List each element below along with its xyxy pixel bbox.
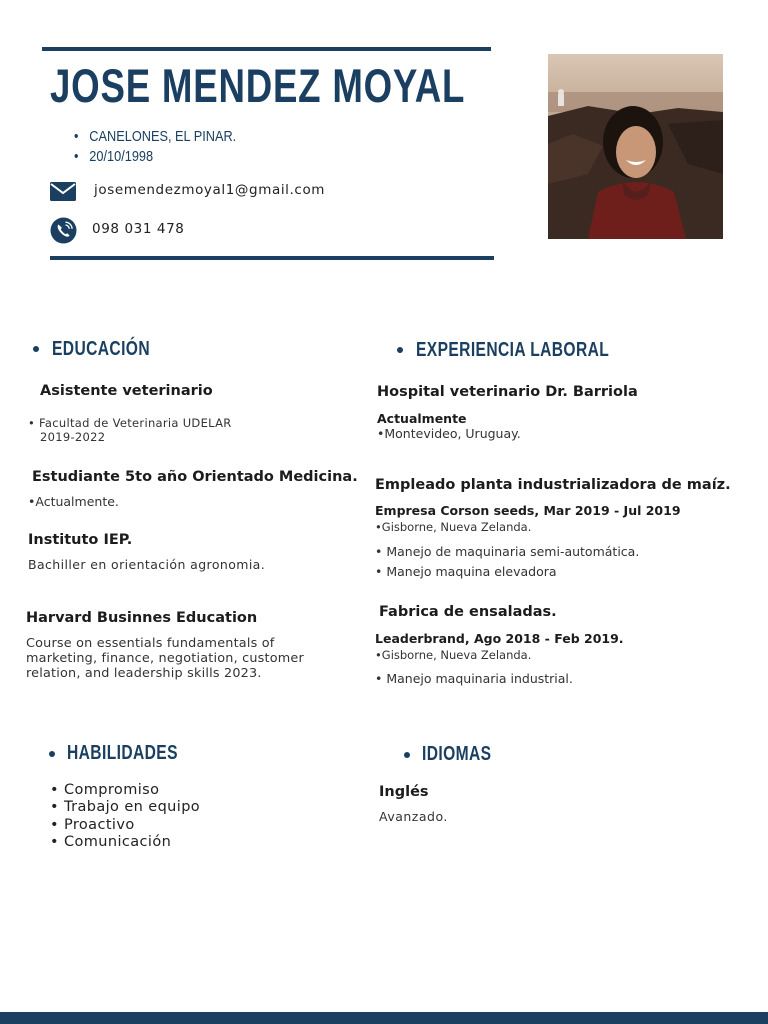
header-top-rule (42, 47, 491, 51)
experience-item-title: Hospital veterinario Dr. Barriola (377, 384, 638, 400)
experience-item-place: •Montevideo, Uruguay. (377, 426, 521, 441)
language-name: Inglés (379, 784, 429, 800)
experience-item-task: • Manejo maquinaria industrial. (375, 671, 573, 686)
skill-item: • Compromiso (50, 782, 200, 799)
experience-item-task: • Manejo maquina elevadora (375, 564, 557, 579)
experience-item-place: •Gisborne, Nueva Zelanda. (375, 648, 532, 662)
education-item-text: •Actualmente. (28, 494, 119, 509)
envelope-icon (50, 182, 76, 201)
experience-item-title: Empleado planta industrializadora de maíz. (375, 477, 731, 493)
education-item-text: Bachiller en orientación agronomia. (28, 557, 266, 572)
header-bottom-rule (50, 256, 494, 260)
info-birthdate: • 20/10/1998 (74, 147, 236, 167)
experience-item-title: Fabrica de ensaladas. (379, 604, 557, 620)
info-location: • CANELONES, EL PINAR. (74, 127, 236, 147)
language-level: Avanzado. (379, 809, 448, 824)
skill-item: • Trabajo en equipo (50, 799, 200, 816)
languages-bullet (404, 752, 410, 758)
education-heading: EDUCACIÓN (52, 338, 150, 360)
languages-heading: IDIOMAS (422, 743, 492, 765)
skills-heading: HABILIDADES (67, 742, 178, 764)
experience-heading: EXPERIENCIA LABORAL (416, 339, 610, 361)
personal-info-list (74, 127, 265, 167)
page-title: JOSE MENDEZ MOYAL (50, 59, 466, 112)
education-item-text: 2019-2022 (40, 430, 106, 444)
skill-item: • Comunicación (50, 834, 200, 851)
experience-item-date: Empresa Corson seeds, Mar 2019 - Jul 2019 (375, 503, 681, 518)
phone-icon (50, 217, 77, 244)
education-item-title: Harvard Businnes Education (26, 610, 258, 626)
education-bullet (33, 346, 39, 352)
phone-text: 098 031 478 (92, 221, 185, 237)
experience-item-place: •Gisborne, Nueva Zelanda. (375, 520, 532, 534)
skills-list (50, 782, 200, 851)
skill-item: • Proactivo (50, 817, 200, 834)
experience-item-date: Actualmente (377, 411, 467, 426)
education-item-title: Asistente veterinario (40, 383, 213, 399)
experience-item-task: • Manejo de maquinaria semi-automática. (375, 544, 640, 559)
education-item-text: • Facultad de Veterinaria UDELAR (28, 416, 232, 430)
experience-item-date: Leaderbrand, Ago 2018 - Feb 2019. (375, 631, 624, 646)
education-item-text: Course on essentials fundamentals of marketing, finance, negotiation, customer relation, and leadership skills 2023. (26, 636, 304, 681)
skills-bullet (49, 751, 55, 757)
education-item-title: Estudiante 5to año Orientado Medicina. (32, 469, 358, 485)
profile-photo (548, 54, 723, 239)
footer-bar (0, 1012, 768, 1024)
experience-bullet (397, 347, 403, 353)
email-text: josemendezmoyal1@gmail.com (94, 182, 326, 198)
education-item-title: Instituto IEP. (28, 532, 133, 548)
